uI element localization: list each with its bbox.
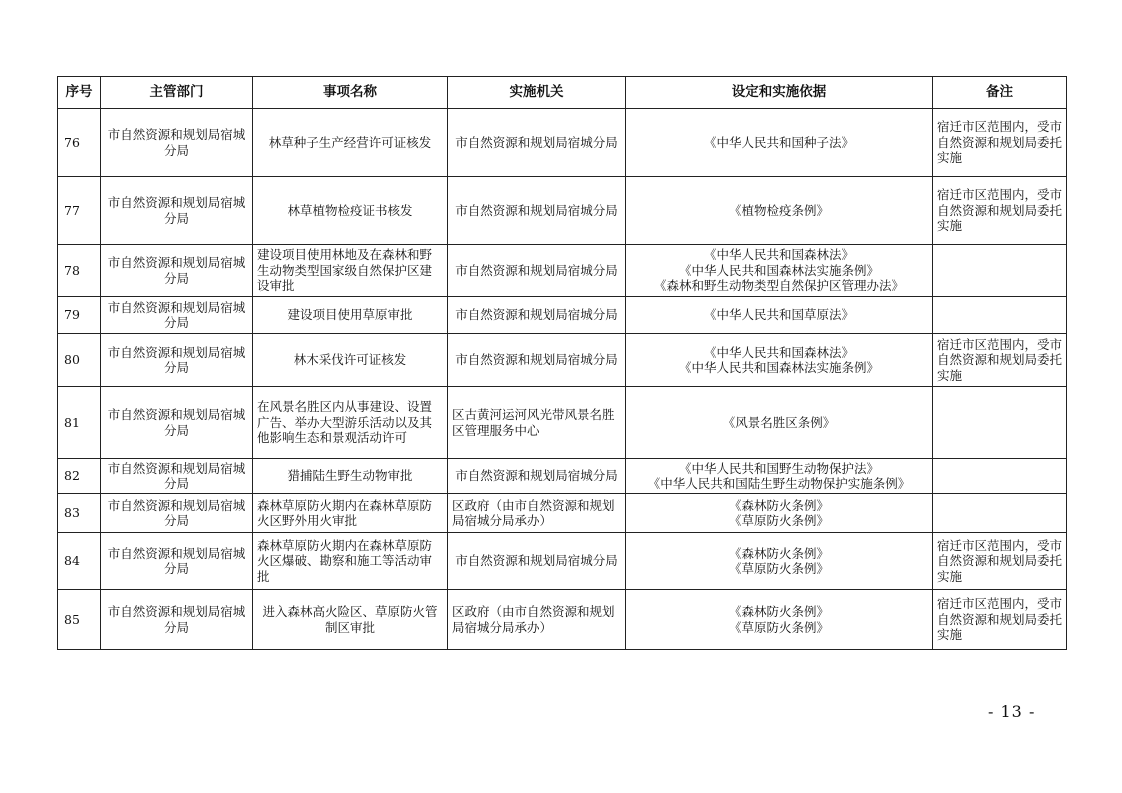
row-basis — [626, 387, 933, 459]
row-agency: 市自然资源和规划局宿城分局 — [448, 533, 626, 590]
row-item-name: 进入森林高火险区、草原防火管制区审批 — [253, 590, 448, 650]
row-agency: 市自然资源和规划局宿城分局 — [448, 177, 626, 245]
row-note: 宿迁市区范围内，受市自然资源和规划局委托实施 — [933, 590, 1067, 650]
table-row — [58, 494, 1067, 533]
row-agency: 区政府（由市自然资源和规划局宿城分局承办） — [448, 494, 626, 533]
row-dept: 市自然资源和规划局宿城分局 — [101, 109, 253, 177]
row-number: 85 — [58, 590, 101, 650]
basis-line: 《风景名胜区条例》 — [722, 414, 836, 430]
table-row — [58, 245, 1067, 297]
row-number: 81 — [58, 387, 101, 459]
row-basis — [626, 590, 933, 650]
row-number: 77 — [58, 177, 101, 245]
header-note: 备注 — [933, 77, 1067, 109]
row-item-name: 建设项目使用草原审批 — [253, 297, 448, 334]
row-agency: 区政府（由市自然资源和规划局宿城分局承办） — [448, 590, 626, 650]
row-number: 79 — [58, 297, 101, 334]
table-row — [58, 109, 1067, 177]
row-dept: 市自然资源和规划局宿城分局 — [101, 387, 253, 459]
header-item: 事项名称 — [253, 77, 448, 109]
row-dept: 市自然资源和规划局宿城分局 — [101, 177, 253, 245]
row-note — [933, 494, 1067, 533]
row-note: 宿迁市区范围内，受市自然资源和规划局委托实施 — [933, 334, 1067, 387]
row-item-name: 在风景名胜区内从事建设、设置广告、举办大型游乐活动以及其他影响生态和景观活动许可 — [253, 387, 448, 459]
row-basis — [626, 334, 933, 387]
row-basis — [626, 494, 933, 533]
row-item-name: 林木采伐许可证核发 — [253, 334, 448, 387]
row-agency: 市自然资源和规划局宿城分局 — [448, 109, 626, 177]
row-item-name: 林草植物检疫证书核发 — [253, 177, 448, 245]
row-dept: 市自然资源和规划局宿城分局 — [101, 334, 253, 387]
basis-line: 《森林防火条例》 — [728, 545, 829, 561]
row-basis — [626, 177, 933, 245]
basis-line: 《草原防火条例》 — [728, 619, 829, 635]
row-note — [933, 245, 1067, 297]
header-basis: 设定和实施依据 — [626, 77, 933, 109]
row-basis — [626, 109, 933, 177]
table-row — [58, 334, 1067, 387]
row-agency: 区古黄河运河风光带风景名胜区管理服务中心 — [448, 387, 626, 459]
row-note — [933, 297, 1067, 334]
row-item-name: 森林草原防火期内在森林草原防火区野外用火审批 — [253, 494, 448, 533]
row-note — [933, 459, 1067, 494]
row-number: 78 — [58, 245, 101, 297]
row-dept: 市自然资源和规划局宿城分局 — [101, 590, 253, 650]
basis-line: 《中华人民共和国陆生野生动物保护实施条例》 — [647, 476, 911, 491]
row-basis — [626, 459, 933, 494]
approval-items-table — [57, 76, 1067, 650]
basis-line: 《草原防火条例》 — [728, 561, 829, 576]
row-number: 76 — [58, 109, 101, 177]
basis-line: 《草原防火条例》 — [728, 513, 829, 528]
basis-line: 《森林和野生动物类型自然保护区管理办法》 — [653, 278, 904, 294]
row-agency: 市自然资源和规划局宿城分局 — [448, 459, 626, 494]
table-row — [58, 177, 1067, 245]
row-dept: 市自然资源和规划局宿城分局 — [101, 533, 253, 590]
row-dept: 市自然资源和规划局宿城分局 — [101, 459, 253, 494]
header-no: 序号 — [58, 77, 101, 109]
row-item-name: 建设项目使用林地及在森林和野生动物类型国家级自然保护区建设审批 — [253, 245, 448, 297]
basis-line: 《中华人民共和国森林法》 — [703, 344, 854, 360]
table-row — [58, 387, 1067, 459]
row-dept: 市自然资源和规划局宿城分局 — [101, 245, 253, 297]
basis-line: 《植物检疫条例》 — [728, 202, 829, 218]
page-number: - 13 - — [988, 702, 1036, 721]
basis-line: 《中华人民共和国野生动物保护法》 — [678, 460, 879, 476]
table-row — [58, 590, 1067, 650]
basis-line: 《森林防火条例》 — [728, 604, 829, 619]
header-dept: 主管部门 — [101, 77, 253, 109]
row-basis — [626, 245, 933, 297]
row-number: 84 — [58, 533, 101, 590]
row-item-name: 猎捕陆生野生动物审批 — [253, 459, 448, 494]
row-note: 宿迁市区范围内，受市自然资源和规划局委托实施 — [933, 177, 1067, 245]
row-note: 宿迁市区范围内，受市自然资源和规划局委托实施 — [933, 533, 1067, 590]
basis-line: 《中华人民共和国草原法》 — [703, 307, 854, 323]
basis-line: 《中华人民共和国种子法》 — [703, 134, 854, 150]
table-row — [58, 533, 1067, 590]
row-note: 宿迁市区范围内，受市自然资源和规划局委托实施 — [933, 109, 1067, 177]
row-dept: 市自然资源和规划局宿城分局 — [101, 494, 253, 533]
row-note — [933, 387, 1067, 459]
row-dept: 市自然资源和规划局宿城分局 — [101, 297, 253, 334]
basis-line: 《中华人民共和国森林法实施条例》 — [678, 360, 879, 375]
table-row — [58, 297, 1067, 334]
row-item-name: 森林草原防火期内在森林草原防火区爆破、勘察和施工等活动审批 — [253, 533, 448, 590]
row-agency: 市自然资源和规划局宿城分局 — [448, 334, 626, 387]
table-header-row — [58, 77, 1067, 109]
row-item-name: 林草种子生产经营许可证核发 — [253, 109, 448, 177]
header-agency: 实施机关 — [448, 77, 626, 109]
basis-line: 《森林防火条例》 — [728, 497, 829, 513]
row-agency: 市自然资源和规划局宿城分局 — [448, 245, 626, 297]
table-row — [58, 459, 1067, 494]
row-agency: 市自然资源和规划局宿城分局 — [448, 297, 626, 334]
row-number: 82 — [58, 459, 101, 494]
row-number: 80 — [58, 334, 101, 387]
row-basis — [626, 297, 933, 334]
row-number: 83 — [58, 494, 101, 533]
row-basis — [626, 533, 933, 590]
basis-line: 《中华人民共和国森林法》 — [703, 247, 854, 263]
basis-line: 《中华人民共和国森林法实施条例》 — [678, 262, 879, 278]
